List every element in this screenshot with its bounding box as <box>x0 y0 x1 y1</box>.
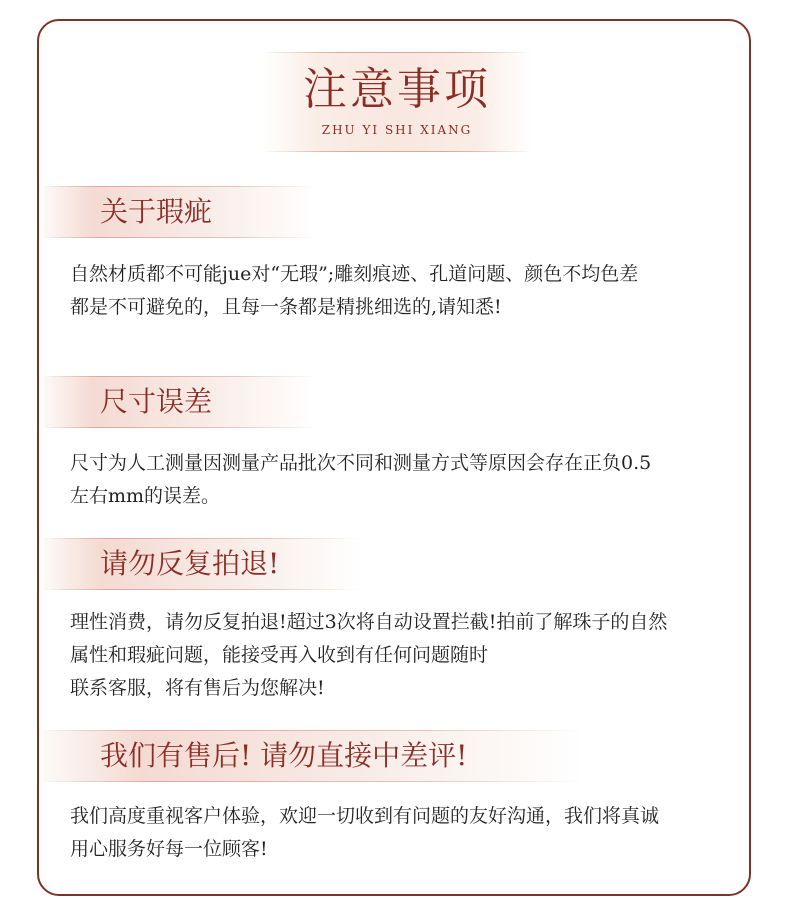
body-line: 自然材质都不可能jue对“无瑕”;雕刻痕迹、孔道问题、颜色不均色差 <box>70 263 639 285</box>
section-heading: 关于瑕疵 <box>100 195 213 228</box>
section-body-flaws <box>70 258 740 324</box>
section-body-no-repeat-returns <box>70 606 740 705</box>
section-heading: 请勿反复拍退! <box>100 547 280 580</box>
section-heading: 我们有售后! 请勿直接中差评! <box>100 739 468 772</box>
body-line: 都是不可避免的，且每一条都是精挑细选的,请知悉! <box>70 296 502 318</box>
body-line: 我们高度重视客户体验，欢迎一切收到有问题的友好沟通，我们将真诚 <box>70 805 660 827</box>
body-line: 左右mm的误差。 <box>70 485 221 507</box>
page-title: 注意事项 <box>303 64 491 115</box>
body-line: 尺寸为人工测量因测量产品批次不同和测量方式等原因会存在正负0.5 <box>70 452 652 474</box>
body-line: 联系客服，将有售后为您解决! <box>70 677 325 699</box>
section-header-after-sales <box>44 730 584 782</box>
section-body-after-sales <box>70 800 740 866</box>
title-divider-bottom <box>262 151 532 152</box>
page-subtitle: ZHU YI SHI XIANG <box>321 123 473 137</box>
section-body-size-error <box>70 447 740 513</box>
title-banner <box>262 52 532 152</box>
title-divider-top <box>262 52 532 53</box>
body-line: 理性消费，请勿反复拍退!超过3次将自动设置拦截!拍前了解珠子的自然 <box>70 611 668 633</box>
section-heading: 尺寸误差 <box>100 385 213 418</box>
body-line: 属性和瑕疵问题，能接受再入收到有任何问题随时 <box>70 644 489 666</box>
section-header-size-error <box>44 376 316 428</box>
section-header-no-repeat-returns <box>44 538 362 590</box>
section-header-flaws <box>44 186 316 238</box>
body-line: 用心服务好每一位顾客! <box>70 838 268 860</box>
